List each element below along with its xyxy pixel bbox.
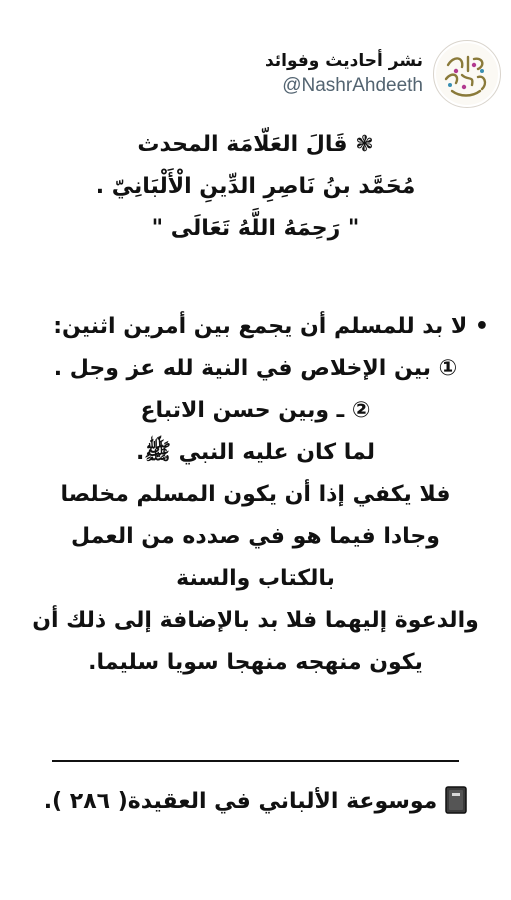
reference-line xyxy=(22,782,489,822)
divider xyxy=(52,760,459,762)
calligraphy-logo-icon xyxy=(434,41,500,107)
display-name[interactable]: نشر أحاديث وفوائد xyxy=(264,51,423,71)
spacer xyxy=(22,250,489,306)
post-body-line: والدعوة إليهما فلا بد بالإضافة إلى ذلك أن xyxy=(32,608,479,633)
post-header-line: " رَحِمَهُ اللَّهُ تَعَالَى " xyxy=(151,216,360,241)
avatar[interactable] xyxy=(433,40,501,108)
post-body-line: بالكتاب والسنة xyxy=(176,566,335,591)
post-body-line: • لا بد للمسلم أن يجمع بين أمرين اثنين: xyxy=(53,314,489,339)
post-content xyxy=(22,124,489,684)
book-icon xyxy=(445,786,467,814)
profile-header xyxy=(265,40,501,108)
profile-names xyxy=(265,49,423,99)
post-body-line: ② ـ وبين حسن الاتباع xyxy=(140,398,371,423)
post-body-line: لما كان عليه النبي ﷺ. xyxy=(135,440,376,465)
reference-text: موسوعة الألباني في العقيدة( ٢٨٦ ). xyxy=(43,789,438,814)
post-body-line: يكون منهجه منهجا سويا سليما. xyxy=(88,650,423,675)
post-header-line: ❃ قَالَ العَلّامَة المحدث xyxy=(137,132,374,157)
post-header-line: مُحَمَّد بنُ نَاصِرِ الدِّينِ الْأَلْبَانِيّ . xyxy=(95,174,416,199)
post-body-line: فلا يكفي إذا أن يكون المسلم مخلصا xyxy=(60,482,451,507)
post-body-line: وجادا فيما هو في صدده من العمل xyxy=(71,524,440,549)
post-body-line: ① بين الإخلاص في النية لله عز وجل . xyxy=(53,356,458,381)
user-handle[interactable]: @NashrAhdeeth xyxy=(282,75,423,96)
